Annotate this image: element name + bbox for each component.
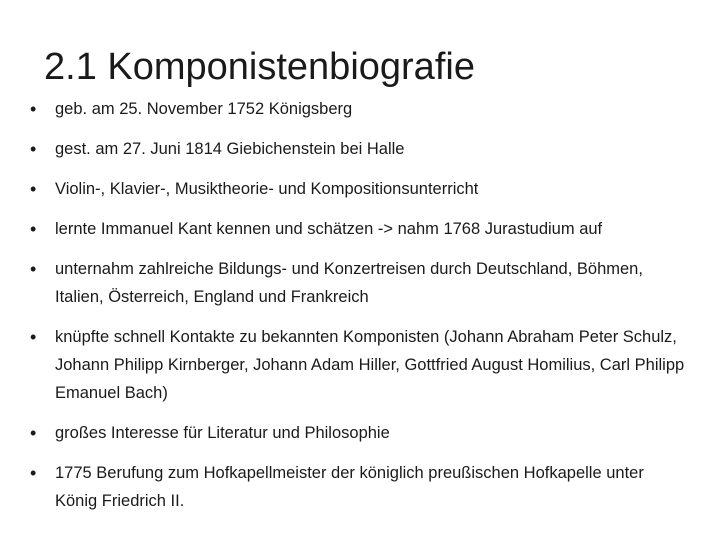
bullet-item-birth	[30, 95, 690, 123]
bullet-text: 1775 Berufung zum Hofkapellmeister der königlich preußischen Hofkapelle unter König Friedrich II.	[55, 464, 644, 510]
bullet-text: großes Interesse für Literatur und Philosophie	[55, 424, 390, 442]
bullet-text: knüpfte schnell Kontakte zu bekannten Komponisten (Johann Abraham Peter Schulz, Johann Philipp Kirnberger, Johann Adam Hiller, Gottfried August Homilius, Carl Philipp Emanuel Bach)	[55, 328, 685, 402]
bullet-icon: •	[30, 463, 37, 483]
bullet-icon: •	[30, 179, 37, 199]
bullet-item-appointment	[30, 459, 690, 515]
bullet-list	[30, 95, 690, 527]
bullet-item-education	[30, 175, 690, 203]
bullet-item-interests	[30, 419, 690, 447]
bullet-item-travels	[30, 255, 690, 311]
bullet-item-kant	[30, 215, 690, 243]
bullet-icon: •	[30, 259, 37, 279]
bullet-icon: •	[30, 423, 37, 443]
bullet-icon: •	[30, 219, 37, 239]
slide-title: 2.1 Komponistenbiografie	[44, 46, 475, 88]
bullet-icon: •	[30, 139, 37, 159]
bullet-text: unternahm zahlreiche Bildungs- und Konzertreisen durch Deutschland, Böhmen, Italien, Österreich, England und Frankreich	[55, 260, 643, 306]
bullet-text: gest. am 27. Juni 1814 Giebichenstein bei Halle	[55, 140, 405, 158]
bullet-text: lernte Immanuel Kant kennen und schätzen -> nahm 1768 Jurastudium auf	[55, 220, 603, 238]
bullet-icon: •	[30, 99, 37, 119]
bullet-item-contacts	[30, 323, 690, 407]
bullet-item-death	[30, 135, 690, 163]
bullet-icon: •	[30, 327, 37, 347]
bullet-text: Violin-, Klavier-, Musiktheorie- und Kompositionsunterricht	[55, 180, 479, 198]
bullet-text: geb. am 25. November 1752 Königsberg	[55, 100, 353, 118]
